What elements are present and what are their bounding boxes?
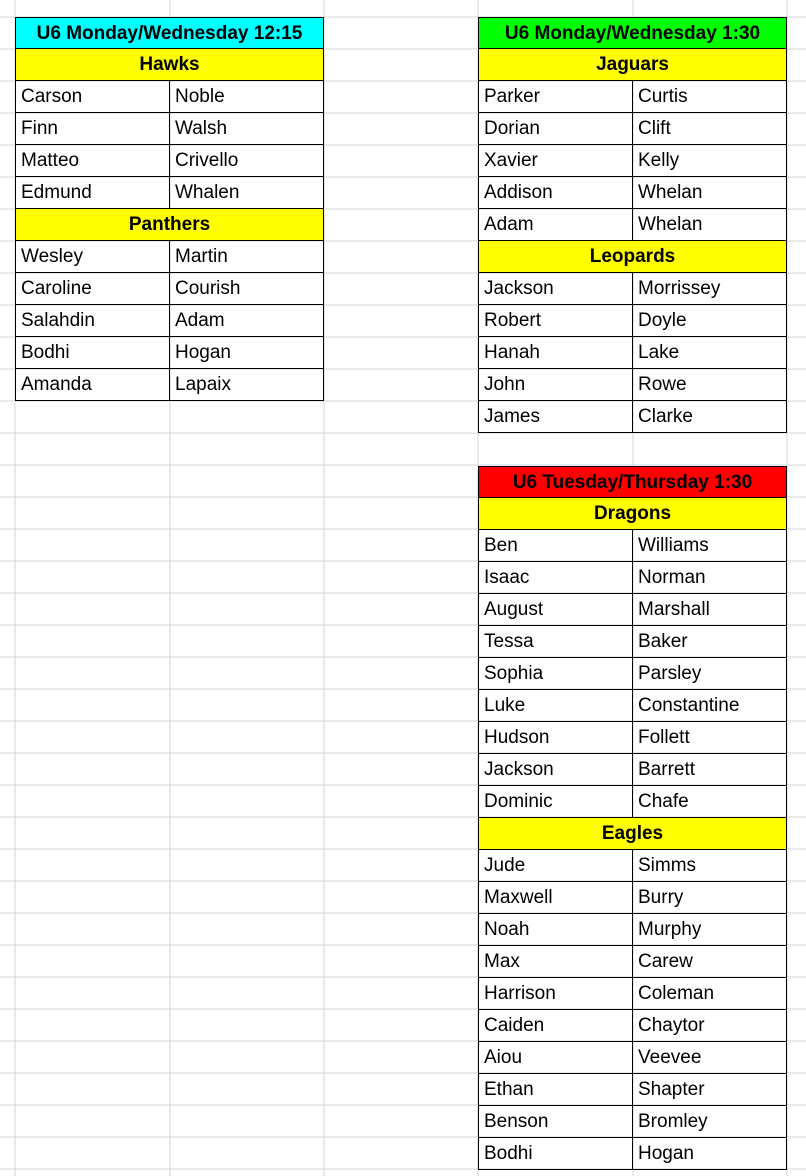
player-row	[478, 337, 787, 369]
player-row	[478, 1042, 787, 1074]
player-first-name[interactable]: Dominic	[478, 786, 633, 818]
team-name: Dragons	[478, 498, 787, 530]
team-name: Jaguars	[478, 49, 787, 81]
player-row	[478, 145, 787, 177]
player-last-name[interactable]: Murphy	[633, 914, 787, 946]
player-row	[478, 658, 787, 690]
player-first-name[interactable]: Hanah	[478, 337, 633, 369]
player-last-name[interactable]: Whalen	[170, 177, 324, 209]
player-row	[478, 850, 787, 882]
player-first-name[interactable]: Xavier	[478, 145, 633, 177]
player-first-name[interactable]: Jackson	[478, 273, 633, 305]
player-row	[478, 754, 787, 786]
team-name: Hawks	[15, 49, 324, 81]
player-first-name[interactable]: John	[478, 369, 633, 401]
player-first-name[interactable]: Hudson	[478, 722, 633, 754]
player-row	[478, 722, 787, 754]
player-first-name[interactable]: Carson	[15, 81, 170, 113]
player-first-name[interactable]: Benson	[478, 1106, 633, 1138]
player-first-name[interactable]: Luke	[478, 690, 633, 722]
player-last-name[interactable]: Morrissey	[633, 273, 787, 305]
player-first-name[interactable]: Dorian	[478, 113, 633, 145]
player-last-name[interactable]: Clift	[633, 113, 787, 145]
player-first-name[interactable]: Edmund	[15, 177, 170, 209]
player-last-name[interactable]: Follett	[633, 722, 787, 754]
player-row	[478, 626, 787, 658]
player-row	[478, 1138, 787, 1170]
player-last-name[interactable]: Whelan	[633, 177, 787, 209]
player-last-name[interactable]: Walsh	[170, 113, 324, 145]
player-last-name[interactable]: Whelan	[633, 209, 787, 241]
player-row	[478, 882, 787, 914]
player-row	[15, 241, 324, 273]
player-first-name[interactable]: Robert	[478, 305, 633, 337]
player-row	[478, 1106, 787, 1138]
player-last-name[interactable]: Williams	[633, 530, 787, 562]
team-name: Eagles	[478, 818, 787, 850]
player-row	[15, 337, 324, 369]
session-title: U6 Tuesday/Thursday 1:30	[478, 466, 787, 498]
player-last-name[interactable]: Carew	[633, 946, 787, 978]
player-first-name[interactable]: James	[478, 401, 633, 433]
player-first-name[interactable]: Tessa	[478, 626, 633, 658]
player-last-name[interactable]: Crivello	[170, 145, 324, 177]
player-row	[478, 1010, 787, 1042]
player-row	[15, 177, 324, 209]
team-name: Panthers	[15, 209, 324, 241]
player-row	[478, 1074, 787, 1106]
player-first-name[interactable]: Addison	[478, 177, 633, 209]
player-row	[15, 273, 324, 305]
player-first-name[interactable]: Adam	[478, 209, 633, 241]
player-first-name[interactable]: Harrison	[478, 978, 633, 1010]
player-row	[478, 914, 787, 946]
player-first-name[interactable]: Noah	[478, 914, 633, 946]
player-last-name[interactable]: Courish	[170, 273, 324, 305]
player-last-name[interactable]: Kelly	[633, 145, 787, 177]
player-row	[15, 369, 324, 401]
player-last-name[interactable]: Coleman	[633, 978, 787, 1010]
player-last-name[interactable]: Constantine	[633, 690, 787, 722]
session-title: U6 Monday/Wednesday 12:15	[15, 17, 324, 49]
player-last-name[interactable]: Parsley	[633, 658, 787, 690]
player-row	[478, 369, 787, 401]
player-last-name[interactable]: Norman	[633, 562, 787, 594]
player-row	[478, 305, 787, 337]
player-row	[478, 946, 787, 978]
player-first-name[interactable]: Parker	[478, 81, 633, 113]
player-row	[478, 690, 787, 722]
player-first-name[interactable]: Aiou	[478, 1042, 633, 1074]
player-last-name[interactable]: Simms	[633, 850, 787, 882]
player-row	[478, 401, 787, 433]
player-last-name[interactable]: Burry	[633, 882, 787, 914]
player-first-name[interactable]: Isaac	[478, 562, 633, 594]
player-last-name[interactable]: Chaytor	[633, 1010, 787, 1042]
player-first-name[interactable]: Salahdin	[15, 305, 170, 337]
player-last-name[interactable]: Veevee	[633, 1042, 787, 1074]
player-last-name[interactable]: Lapaix	[170, 369, 324, 401]
player-first-name[interactable]: Jackson	[478, 754, 633, 786]
player-row	[478, 273, 787, 305]
player-first-name[interactable]: Maxwell	[478, 882, 633, 914]
player-row	[15, 113, 324, 145]
session-title: U6 Monday/Wednesday 1:30	[478, 17, 787, 49]
player-first-name[interactable]: Bodhi	[15, 337, 170, 369]
player-row	[15, 145, 324, 177]
player-last-name[interactable]: Shapter	[633, 1074, 787, 1106]
player-row	[478, 978, 787, 1010]
player-row	[478, 81, 787, 113]
player-last-name[interactable]: Lake	[633, 337, 787, 369]
player-last-name[interactable]: Doyle	[633, 305, 787, 337]
player-row	[478, 562, 787, 594]
player-last-name[interactable]: Bromley	[633, 1106, 787, 1138]
player-first-name[interactable]: Matteo	[15, 145, 170, 177]
player-row	[15, 81, 324, 113]
player-last-name[interactable]: Clarke	[633, 401, 787, 433]
player-row	[478, 209, 787, 241]
player-last-name[interactable]: Baker	[633, 626, 787, 658]
player-last-name[interactable]: Hogan	[633, 1138, 787, 1170]
player-first-name[interactable]: Ben	[478, 530, 633, 562]
player-first-name[interactable]: Jude	[478, 850, 633, 882]
player-row	[478, 113, 787, 145]
player-row	[15, 305, 324, 337]
player-last-name[interactable]: Marshall	[633, 594, 787, 626]
player-row	[478, 594, 787, 626]
player-row	[478, 786, 787, 818]
player-first-name[interactable]: Wesley	[15, 241, 170, 273]
player-first-name[interactable]: Caroline	[15, 273, 170, 305]
player-first-name[interactable]: Finn	[15, 113, 170, 145]
player-last-name[interactable]: Martin	[170, 241, 324, 273]
player-last-name[interactable]: Adam	[170, 305, 324, 337]
player-last-name[interactable]: Barrett	[633, 754, 787, 786]
player-first-name[interactable]: Caiden	[478, 1010, 633, 1042]
player-last-name[interactable]: Rowe	[633, 369, 787, 401]
player-first-name[interactable]: August	[478, 594, 633, 626]
player-last-name[interactable]: Hogan	[170, 337, 324, 369]
player-first-name[interactable]: Max	[478, 946, 633, 978]
player-row	[478, 177, 787, 209]
player-row	[478, 530, 787, 562]
player-first-name[interactable]: Amanda	[15, 369, 170, 401]
player-first-name[interactable]: Bodhi	[478, 1138, 633, 1170]
player-first-name[interactable]: Ethan	[478, 1074, 633, 1106]
team-name: Leopards	[478, 241, 787, 273]
player-last-name[interactable]: Chafe	[633, 786, 787, 818]
player-last-name[interactable]: Curtis	[633, 81, 787, 113]
player-first-name[interactable]: Sophia	[478, 658, 633, 690]
player-last-name[interactable]: Noble	[170, 81, 324, 113]
